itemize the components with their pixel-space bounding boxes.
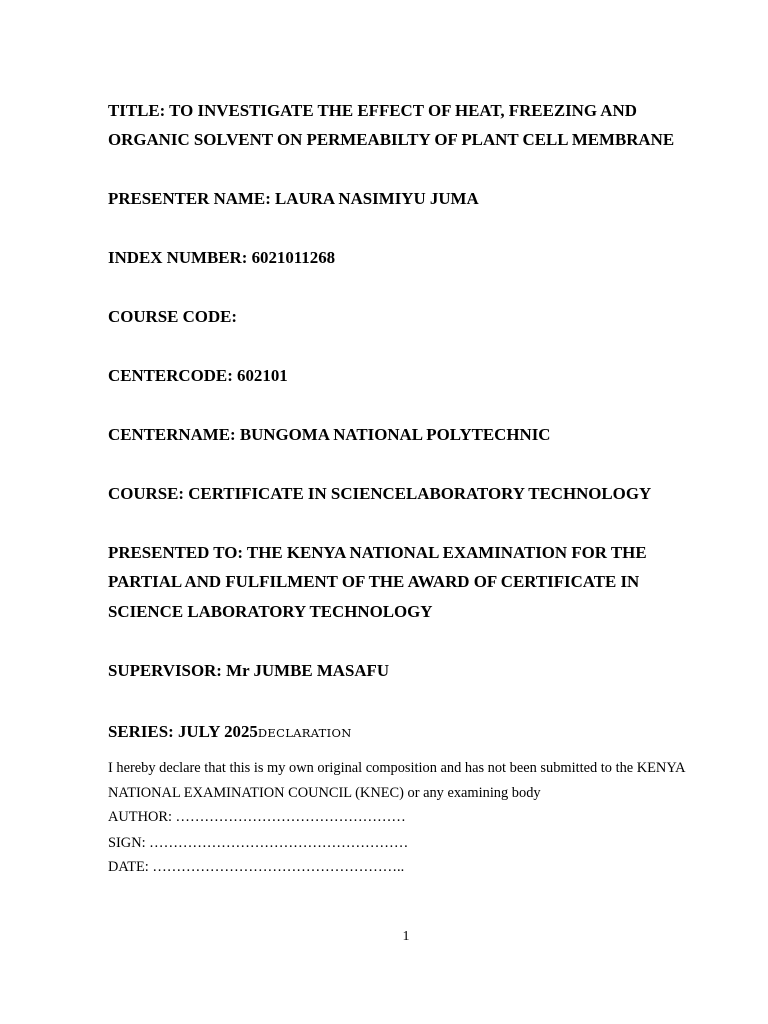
center-code: CENTERCODE: 602101 [108,366,288,385]
page-number: 1 [402,929,410,944]
declaration-heading: DECLARATION [257,726,352,740]
date-field: DATE: …………………………………………….. [108,859,405,875]
series: SERIES: JULY 2025 [108,722,258,741]
presented-to-line-3: SCIENCE LABORATORY TECHNOLOGY [108,602,433,621]
center-name: CENTERNAME: BUNGOMA NATIONAL POLYTECHNIC [108,425,551,444]
title-line-1: TITLE: TO INVESTIGATE THE EFFECT OF HEAT, FREEZING AND [108,101,637,120]
supervisor: SUPERVISOR: Mr JUMBE MASAFU [108,661,390,680]
author-field: AUTHOR: ………………………………………… [108,809,406,825]
presenter-name: PRESENTER NAME: LAURA NASIMIYU JUMA [108,189,479,208]
declaration-text-line-1: I hereby declare that this is my own original composition and has not been submitted to the KENYA [108,760,686,776]
course-code: COURSE CODE: [108,307,238,326]
index-number: INDEX NUMBER: 6021011268 [108,248,336,267]
series-declaration-row [108,722,352,742]
declaration-text-line-2: NATIONAL EXAMINATION COUNCIL (KNEC) or any examining body [108,785,541,801]
sign-field: SIGN: ……………………………………………… [108,835,409,851]
title-line-2: ORGANIC SOLVENT ON PERMEABILTY OF PLANT CELL MEMBRANE [108,130,675,149]
course: COURSE: CERTIFICATE IN SCIENCELABORATORY TECHNOLOGY [108,484,652,503]
presented-to-line-1: PRESENTED TO: THE KENYA NATIONAL EXAMINATION FOR THE [108,543,647,562]
presented-to-line-2: PARTIAL AND FULFILMENT OF THE AWARD OF CERTIFICATE IN [108,572,640,591]
